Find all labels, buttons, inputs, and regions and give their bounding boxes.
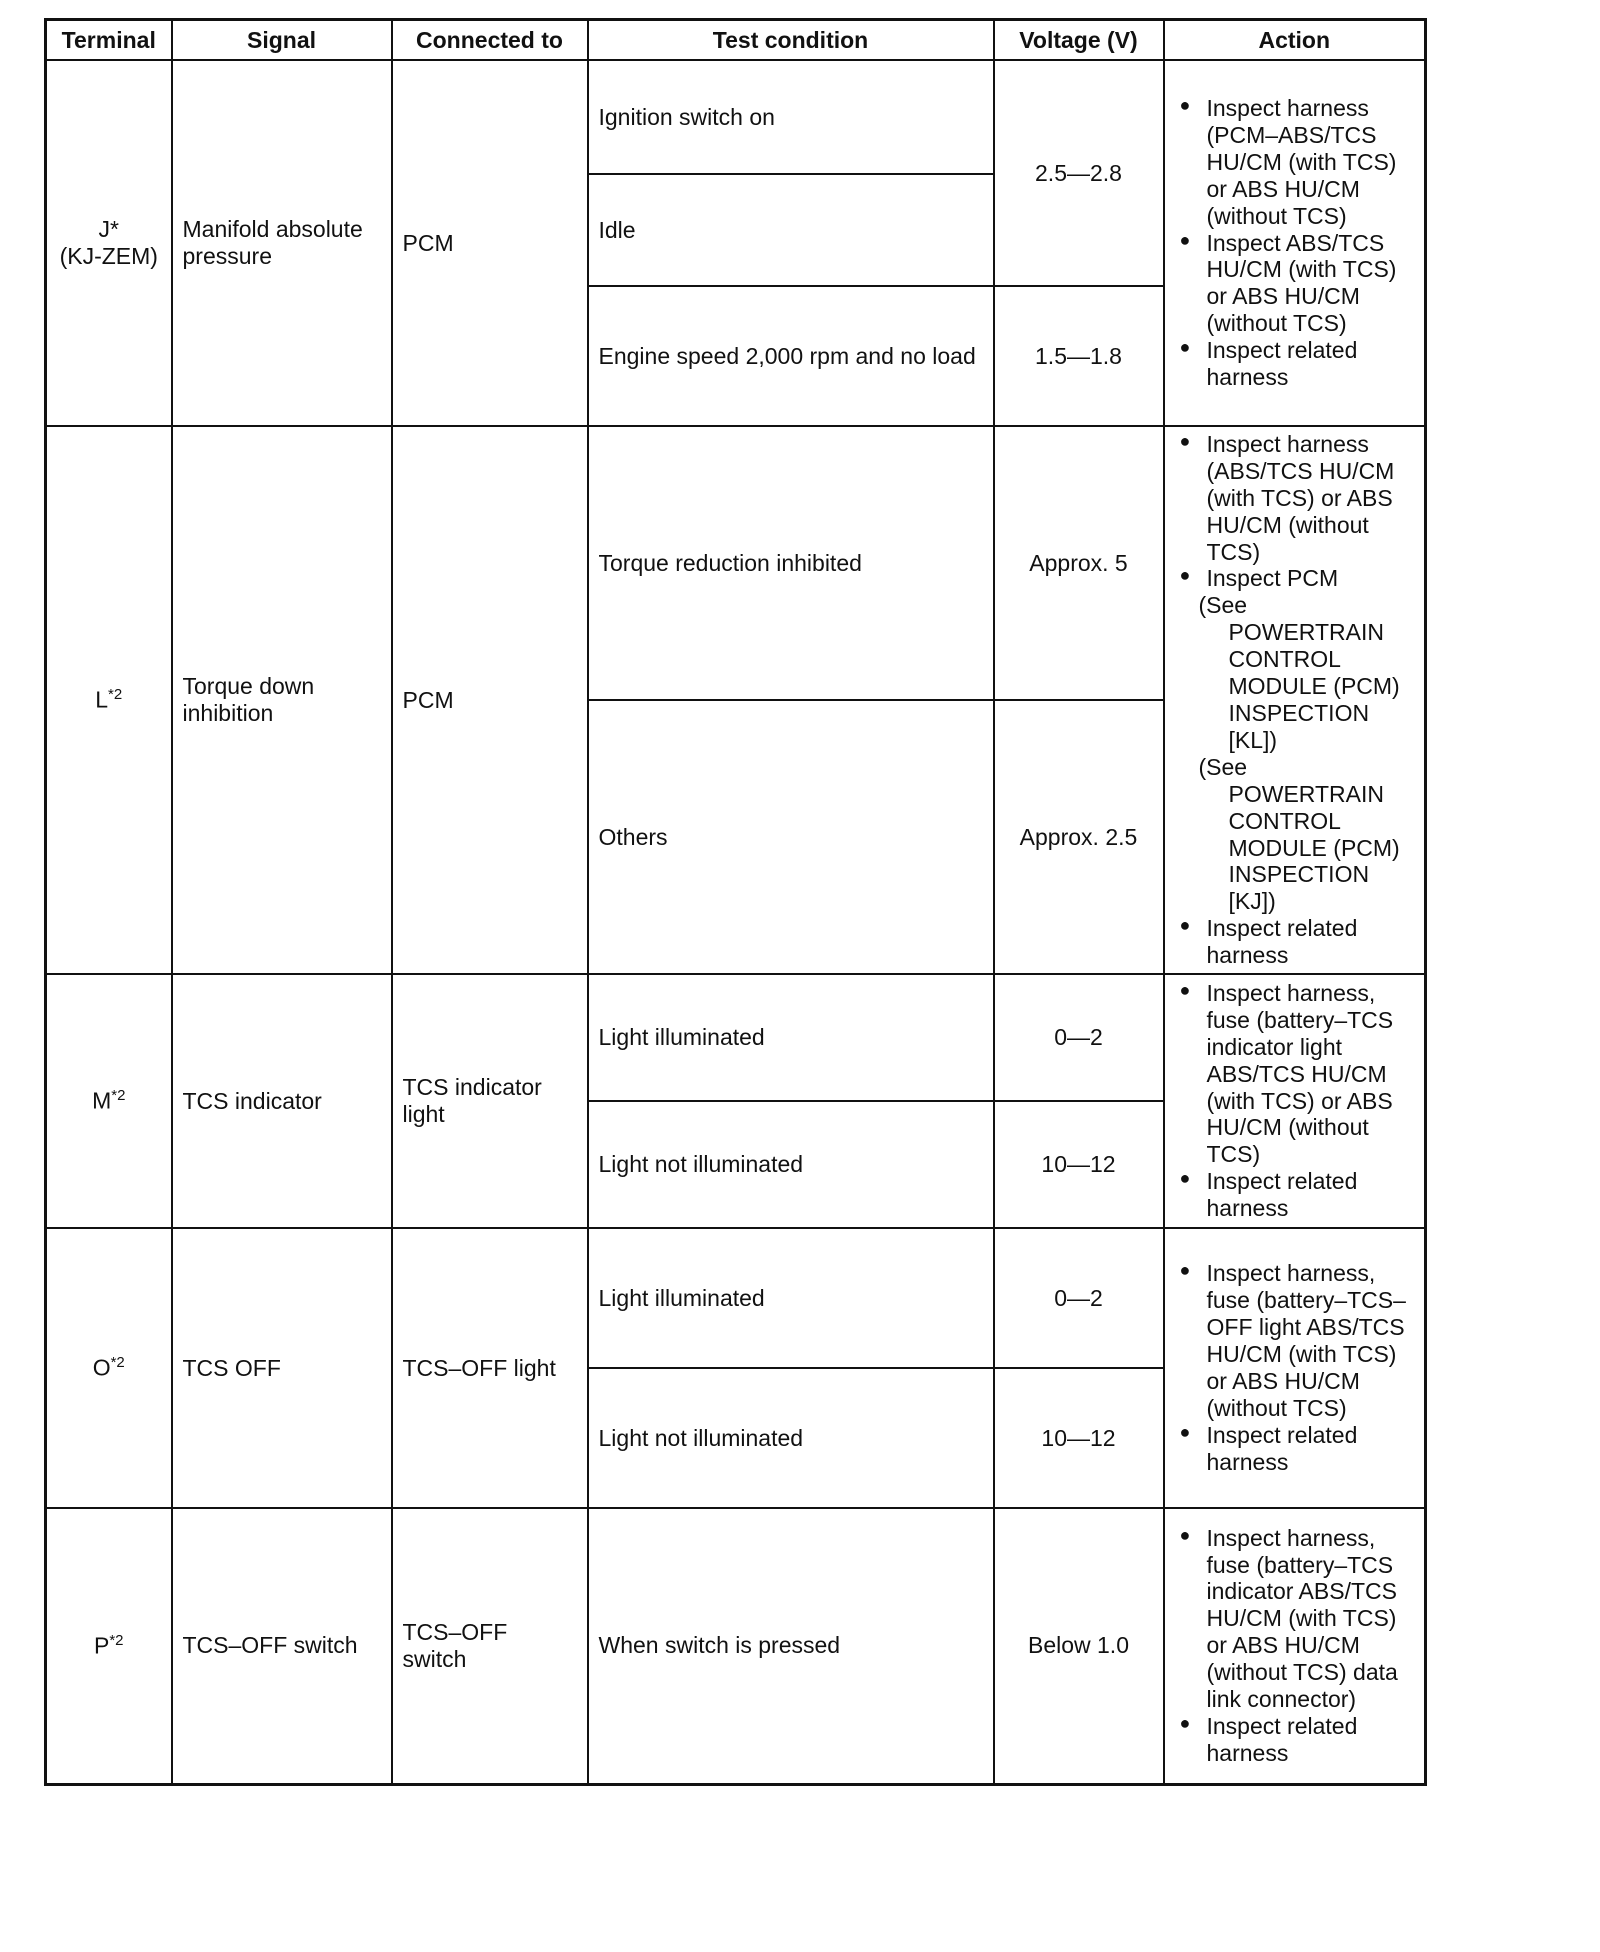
action-list (1177, 431, 1419, 592)
action-list (1177, 1260, 1419, 1475)
action-list (1177, 980, 1419, 1222)
action-list (1177, 95, 1419, 391)
table-row (46, 1508, 1426, 1784)
voltage-cell: 0—2 (994, 1228, 1164, 1368)
terminal-footnote: *2 (108, 686, 123, 704)
action-item: ● Inspect related harness (1177, 1168, 1419, 1222)
test-condition-cell: Ignition switch on (588, 60, 994, 174)
action-item: ● Inspect harness (ABS/TCS HU/CM (with TCS) or ABS HU/CM (without TCS) (1177, 431, 1419, 566)
action-cell (1164, 1228, 1426, 1508)
terminal-voltage-table (44, 18, 1427, 1786)
voltage-cell: Approx. 5 (994, 426, 1164, 700)
header-test-condition: Test condition (588, 20, 994, 61)
signal-cell: TCS–OFF switch (172, 1508, 392, 1784)
action-cell (1164, 60, 1426, 426)
action-item: ● Inspect harness (PCM–ABS/TCS HU/CM (with TCS) or ABS HU/CM (without TCS) (1177, 95, 1419, 230)
action-item: ● Inspect related harness (1177, 1422, 1419, 1476)
action-list (1177, 1525, 1419, 1767)
voltage-cell: 10—12 (994, 1101, 1164, 1228)
terminal-footnote: *2 (110, 1354, 125, 1372)
action-item: ● Inspect ABS/TCS HU/CM (with TCS) or ABS HU/CM (without TCS) (1177, 230, 1419, 338)
terminal-cell (46, 426, 172, 974)
connected-to-cell: TCS indicator light (392, 974, 588, 1228)
voltage-cell: Below 1.0 (994, 1508, 1164, 1784)
action-item: ● Inspect related harness (1177, 1713, 1419, 1767)
test-condition-cell: Light illuminated (588, 974, 994, 1101)
voltage-cell: 0—2 (994, 974, 1164, 1101)
terminal-label: M (92, 1087, 112, 1114)
terminal-label: L (95, 686, 109, 713)
action-cell (1164, 974, 1426, 1228)
terminal-cell (46, 60, 172, 426)
action-item: ● Inspect related harness (1177, 337, 1419, 391)
voltage-cell: 2.5—2.8 (994, 60, 1164, 286)
see-open: (See (1198, 753, 1248, 780)
connected-to-cell: TCS–OFF switch (392, 1508, 588, 1784)
header-action: Action (1164, 20, 1426, 61)
test-condition-cell: When switch is pressed (588, 1508, 994, 1784)
header-signal: Signal (172, 20, 392, 61)
header-voltage: Voltage (V) (994, 20, 1164, 61)
action-cell (1164, 1508, 1426, 1784)
table-row (46, 974, 1426, 1101)
see-text: POWERTRAIN CONTROL MODULE (PCM) INSPECTION [KL]) (1228, 619, 1400, 753)
connected-to-cell: PCM (392, 60, 588, 426)
connected-to-cell: TCS–OFF light (392, 1228, 588, 1508)
terminal-note: (KJ-ZEM) (59, 243, 158, 269)
action-item: ● Inspect harness, fuse (battery–TCS–OFF light ABS/TCS HU/CM (with TCS) or ABS HU/CM (without TCS) (1177, 1260, 1419, 1421)
test-condition-cell: Engine speed 2,000 rpm and no load (588, 286, 994, 426)
test-condition-cell: Light illuminated (588, 1228, 994, 1368)
action-cell (1164, 426, 1426, 974)
terminal-label: P (93, 1632, 110, 1659)
voltage-cell: 10—12 (994, 1368, 1164, 1508)
table-row (46, 1228, 1426, 1368)
header-terminal: Terminal (46, 20, 172, 61)
terminal-cell (46, 1508, 172, 1784)
terminal-cell (46, 1228, 172, 1508)
action-item: ● Inspect harness, fuse (battery–TCS indicator light ABS/TCS HU/CM (with TCS) or ABS HU/CM (without TCS) (1177, 980, 1419, 1168)
table-row (46, 426, 1426, 700)
action-item-label: Inspect PCM (1206, 565, 1339, 592)
see-open: (See (1198, 592, 1248, 619)
test-condition-cell: Idle (588, 174, 994, 286)
header-row (46, 20, 1426, 61)
see-text: POWERTRAIN CONTROL MODULE (PCM) INSPECTION [KJ]) (1228, 780, 1400, 915)
terminal-cell (46, 974, 172, 1228)
signal-cell: TCS OFF (172, 1228, 392, 1508)
see-reference (1177, 592, 1419, 915)
terminal-footnote: *2 (109, 1631, 124, 1649)
header-connected-to: Connected to (392, 20, 588, 61)
action-item (1177, 565, 1419, 592)
signal-cell: TCS indicator (172, 974, 392, 1228)
action-list (1177, 915, 1419, 969)
test-condition-cell: Light not illuminated (588, 1101, 994, 1228)
voltage-cell: Approx. 2.5 (994, 700, 1164, 974)
action-item: ● Inspect related harness (1177, 915, 1419, 969)
terminal-label: O (92, 1354, 111, 1381)
test-condition-cell: Light not illuminated (588, 1368, 994, 1508)
test-condition-cell: Others (588, 700, 994, 974)
signal-cell: Torque down inhibition (172, 426, 392, 974)
voltage-cell: 1.5—1.8 (994, 286, 1164, 426)
signal-cell: Manifold absolute pressure (172, 60, 392, 426)
terminal-label: J* (98, 216, 119, 243)
terminal-footnote: *2 (111, 1087, 126, 1105)
table-row (46, 60, 1426, 174)
test-condition-cell: Torque reduction inhibited (588, 426, 994, 700)
connected-to-cell: PCM (392, 426, 588, 974)
action-item: ● Inspect harness, fuse (battery–TCS indicator ABS/TCS HU/CM (with TCS) or ABS HU/CM (without TCS) data link connector) (1177, 1525, 1419, 1713)
